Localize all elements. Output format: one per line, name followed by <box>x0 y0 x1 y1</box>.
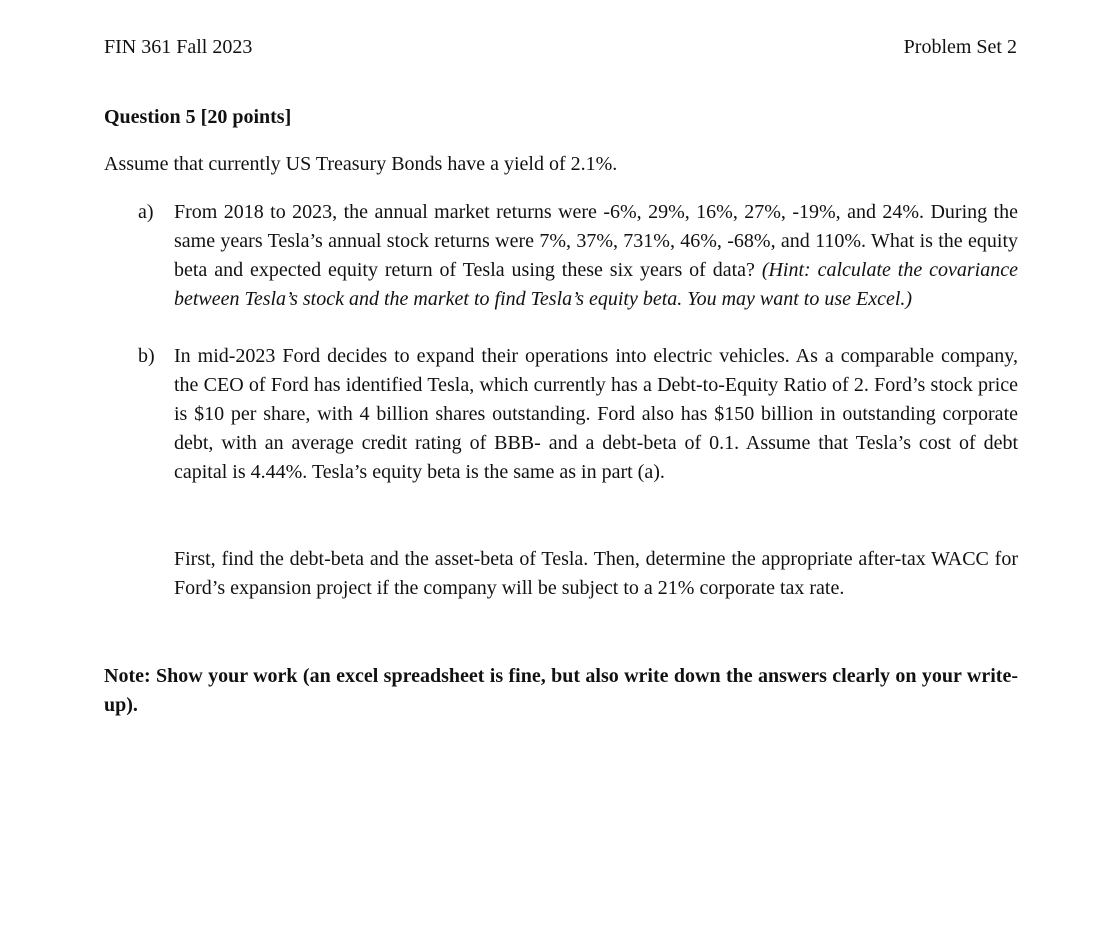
question-title: Question 5 [20 points] <box>104 106 292 128</box>
question-intro: Assume that currently US Treasury Bonds have a yield of 2.1%. <box>104 153 618 175</box>
part-b-follow-up: First, find the debt-beta and the asset-beta of Tesla. Then, determine the appropriate after-tax WACC for Ford’s expansion project if the company will be subject to a 21% corporate tax rate. <box>174 548 1018 599</box>
part-b-marker: b) <box>138 345 155 367</box>
part-a <box>138 198 1018 314</box>
part-a-body <box>174 198 1018 314</box>
part-b <box>138 342 1018 487</box>
note: Note: Show your work (an excel spreadsheet is fine, but also write down the answers clearly on your write-up). <box>104 665 1018 716</box>
part-a-marker: a) <box>138 201 154 223</box>
course-header: FIN 361 Fall 2023 <box>104 36 253 58</box>
part-a-hint: (Hint: calculate the covariance between Tesla’s stock and the market to find Tesla’s equity beta. You may want to use Excel.) <box>174 259 1018 310</box>
part-a-text: From 2018 to 2023, the annual market returns were -6%, 29%, 16%, 27%, -19%, and 24%. During the same years Tesla’s annual stock returns were 7%, 37%, 731%, 46%, -68%, and 110%. What is the equity beta and expected equity return of Tesla using these six years of data? <box>174 201 1018 281</box>
problem-set-header: Problem Set 2 <box>903 36 1017 58</box>
part-b-text: In mid-2023 Ford decides to expand their operations into electric vehicles. As a comparable company, the CEO of Ford has identified Tesla, which currently has a Debt-to-Equity Ratio of 2. Ford’s stock price is $10 per share, with 4 billion shares outstanding. Ford also has $150 billion in outstanding corporate debt, with an average credit rating of BBB- and a debt-beta of 0.1. Assume that Tesla’s cost of debt capital is 4.44%. Tesla’s equity beta is the same as in part (a). <box>174 345 1018 483</box>
